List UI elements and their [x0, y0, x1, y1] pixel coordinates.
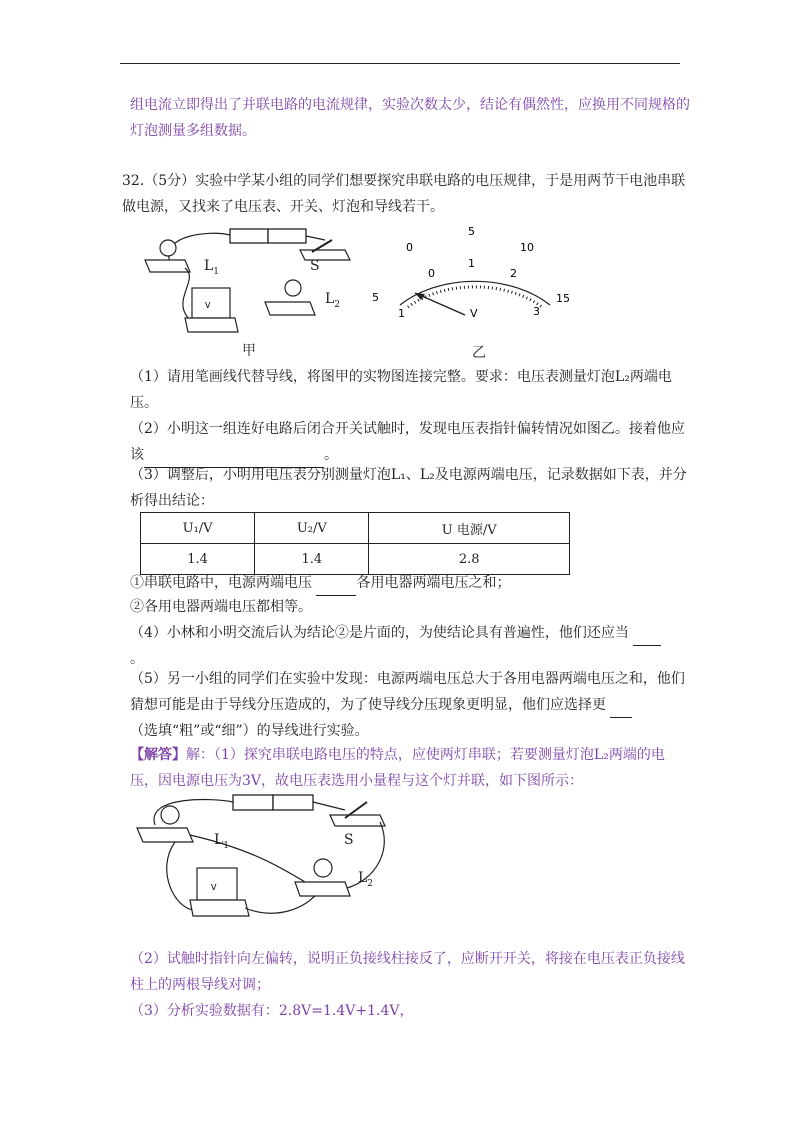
table-header-cell: U₂/V — [255, 513, 369, 544]
data-table — [140, 512, 570, 575]
table-cell: 1.4 — [141, 544, 255, 575]
gauge-arc — [400, 281, 550, 305]
gauge-top-tick-5: 5 — [468, 225, 475, 238]
svg-text:V: V — [211, 883, 217, 892]
switch — [300, 250, 350, 260]
fig1-l2-label: $L_2$ — [325, 291, 341, 310]
intro-text: 组电流立即得出了并联电路的电流规律，实验次数太少，结论有偶然性，应换用不同规格的灯泡测量多组数据。 — [130, 97, 690, 139]
battery-2 — [268, 229, 306, 243]
question-part-1: （1）请用笔画线代替导线，将图甲的实物图连接完整。要求：电压表测量灯泡L₂两端电压。 — [130, 369, 672, 411]
gauge-top-tick-0: 0 — [406, 241, 413, 254]
gauge-bottom-tick-0: 0 — [428, 267, 435, 280]
lamp-l2-base — [265, 302, 315, 315]
fig1-l1-label: $L_1$ — [204, 258, 220, 277]
gauge-bottom-tick-1: 1 — [468, 257, 475, 270]
gauge-unit: V — [470, 307, 478, 320]
answer-fig-s-label: S — [344, 832, 354, 848]
answer-bulb-l1 — [161, 806, 179, 824]
answer-lamp-l1-base — [137, 828, 193, 842]
answer-fig-l2-label: $L_2$ — [358, 870, 374, 889]
question-part-2: （2）小明这一组连好电路后闭合开关试触时，发现电压表指针偏转情况如图乙。接着他应该 。 — [130, 416, 690, 468]
answer-circuit-figure — [135, 790, 395, 935]
conclusion-2: ②各用电器两端电压都相等。 — [130, 599, 312, 615]
answer-fig-l1-label: $L_1$ — [214, 832, 230, 851]
bulb-l2 — [285, 280, 301, 296]
table-cell: 2.8 — [369, 544, 570, 575]
answer-tag: 【解答】 — [130, 747, 186, 763]
question-stem — [122, 168, 692, 220]
answer-blank-4[interactable] — [633, 631, 661, 646]
table-header-row — [141, 513, 570, 544]
gauge-left-five: 5 — [372, 291, 379, 304]
answer-bulb-l2 — [314, 859, 332, 877]
header-rule — [120, 63, 680, 64]
question-number: 32. — [122, 173, 145, 189]
question-part-5: （5）另一小组的同学们在实验中发现：电源两端电压总大于各用电器两端电压之和，他们猜想可能是由于导线分压造成的，为了使导线分压现象更明显，他们应选择更 （选填“粗”或“细”）的导线进行实验。 — [130, 671, 685, 739]
voltmeter — [192, 288, 230, 318]
svg-text:V: V — [205, 301, 211, 310]
question-part-4: （4）小林和小明交流后认为结论②是片面的，为使结论具有普遍性，他们还应当 。 — [130, 620, 700, 672]
answer-voltmeter — [197, 868, 237, 900]
gauge-bottom-tick-2: 2 — [510, 267, 517, 280]
fig1-s-label: S — [310, 258, 320, 274]
gauge-top-tick-10: 10 — [520, 241, 534, 254]
fig1-caption: 甲 — [242, 343, 256, 359]
battery-1 — [230, 229, 268, 243]
table-header-cell: U 电源/V — [369, 513, 570, 544]
answer-part-2: （2）试触时指针向左偏转，说明正负接线柱接反了，应断开开关，将接在电压表正负接线柱上的两根导线对调； — [130, 951, 685, 993]
lamp-l1-base — [145, 260, 190, 272]
answer-blank-5[interactable] — [610, 703, 632, 718]
voltmeter-gauge-figure — [370, 225, 590, 325]
gauge-left-one: 1 — [398, 307, 405, 320]
circuit-figure-jia — [140, 220, 360, 355]
answer-lamp-l2-base — [295, 882, 350, 896]
question-stem-text: 实验中学某小组的同学们想要探究串联电路的电压规律，于是用两节干电池串联做电源，又找来了电压表、开关、灯泡和导线若干。 — [122, 173, 686, 215]
fig2-caption: 乙 — [472, 345, 486, 361]
answer-part-1: 【解答】解：（1）探究串联电路电压的特点，应使两灯串联；若要测量灯泡L₂两端的电压，因电源电压为3V，故电压表选用小量程与这个灯并联，如下图所示： — [130, 747, 665, 789]
question-points: （5分） — [144, 173, 196, 189]
answer-battery-2 — [273, 795, 313, 810]
table-header-cell: U₁/V — [141, 513, 255, 544]
answer-battery-1 — [233, 795, 273, 810]
gauge-top-tick-15: 15 — [556, 292, 570, 305]
question-part-3: （3）调整后，小明用电压表分别测量灯泡L₁、L₂及电源两端电压，记录数据如下表，并分析得出结论： — [130, 467, 687, 509]
gauge-bottom-tick-3: 3 — [533, 305, 540, 318]
bulb-l1 — [160, 240, 176, 256]
conclusion-1: ①串联电路中，电源两端电压 各用电器两端电压之和； — [130, 570, 690, 596]
answer-part-3: （3）分析实验数据有：2.8V=1.4V+1.4V， — [130, 1003, 414, 1019]
table-cell: 1.4 — [255, 544, 369, 575]
answer-switch — [330, 815, 385, 826]
